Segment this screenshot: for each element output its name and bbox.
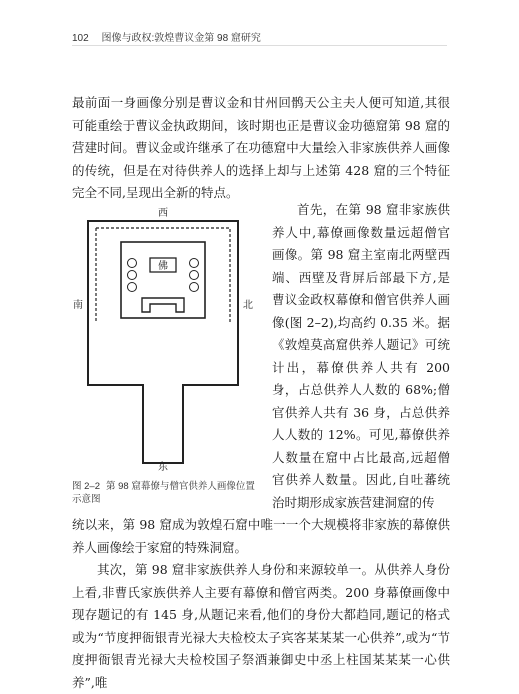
- label-west: 西: [158, 208, 168, 219]
- paragraph-1: 最前面一身画像分别是曹议金和甘州回鹘天公主夫人便可知道,其很可能重绘于曹议金执政期间，该时期也正是曹议金功德窟第 98 窟的营建时间。曹议金或许继承了在功德窟中大量绘入非家族供养人画像的传统，但是在对待供养人的选择上却与上述第 428 窟的三个特征完全不同,呈现出全新的特点。: [72, 95, 450, 200]
- altar-screen: [142, 298, 184, 312]
- running-title: 图像与政权:敦煌曹议金第 98 窟研究: [101, 33, 261, 44]
- label-south: 南: [73, 300, 83, 311]
- paragraph-2-cont: 统以来，第 98 窟成为敦煌石窟中唯一一个大规模将非家族的幕僚供养人画像绘于家窟的特殊洞窟。: [72, 517, 450, 555]
- label-north: 北: [243, 300, 253, 311]
- cave-outline: [88, 221, 238, 463]
- statue-icon: [128, 271, 137, 280]
- statue-icon: [128, 259, 137, 268]
- caption-number: 图 2–2: [72, 481, 100, 492]
- caption-text: 第 98 窟幕僚与僧官供养人画像位置示意图: [72, 481, 255, 505]
- cave-plan-figure: [72, 204, 258, 472]
- label-buddha: 佛: [158, 261, 168, 272]
- paragraph-3: 其次，第 98 窟非家族供养人身份和来源较单一。从供养人身份上看,非曹氏家族供养人主要有幕僚和僧官两类。200 身幕僚画像中现存题记的有 145 身,从题记来看,他们的身份大都趋同,题记的格式或为“节度押衙银青光禄大夫检校太子宾客某某某一心供养”,或为“节度押衙银青光禄大夫检校国子祭酒兼御史中丞上柱国某某某一心供养”,唯: [72, 562, 450, 690]
- page-header: [72, 29, 261, 44]
- page-number: 102: [72, 33, 89, 44]
- figure-caption: [72, 480, 262, 506]
- label-east: 东: [158, 462, 168, 472]
- statue-icon: [190, 259, 199, 268]
- paragraph-2-side: 首先，在第 98 窟非家族供养人中,幕僚画像数量远超僧官画像。第 98 窟主室南北两壁西端、西壁及背屏后部最下方,是曹议金政权幕僚和僧官供养人画像(图 2–2),均高约 0.35 米。据《敦煌莫高窟供养人题记》可统计出，幕僚供养人共有 200 身，占总供养人人数的 68%;僧官供养人共有 36 身，占总供养人人数的 12%。可见,幕僚供养人数量在窟中占比最高,远超僧官供养人数量。因此,自吐蕃统治时期形成家族营建洞窟的传: [272, 202, 450, 510]
- cave-plan-diagram: [72, 204, 258, 472]
- altar-platform: [121, 242, 205, 318]
- statue-icon: [128, 283, 137, 292]
- statue-icon: [190, 271, 199, 280]
- header-rule: [72, 45, 447, 46]
- statue-icon: [190, 283, 199, 292]
